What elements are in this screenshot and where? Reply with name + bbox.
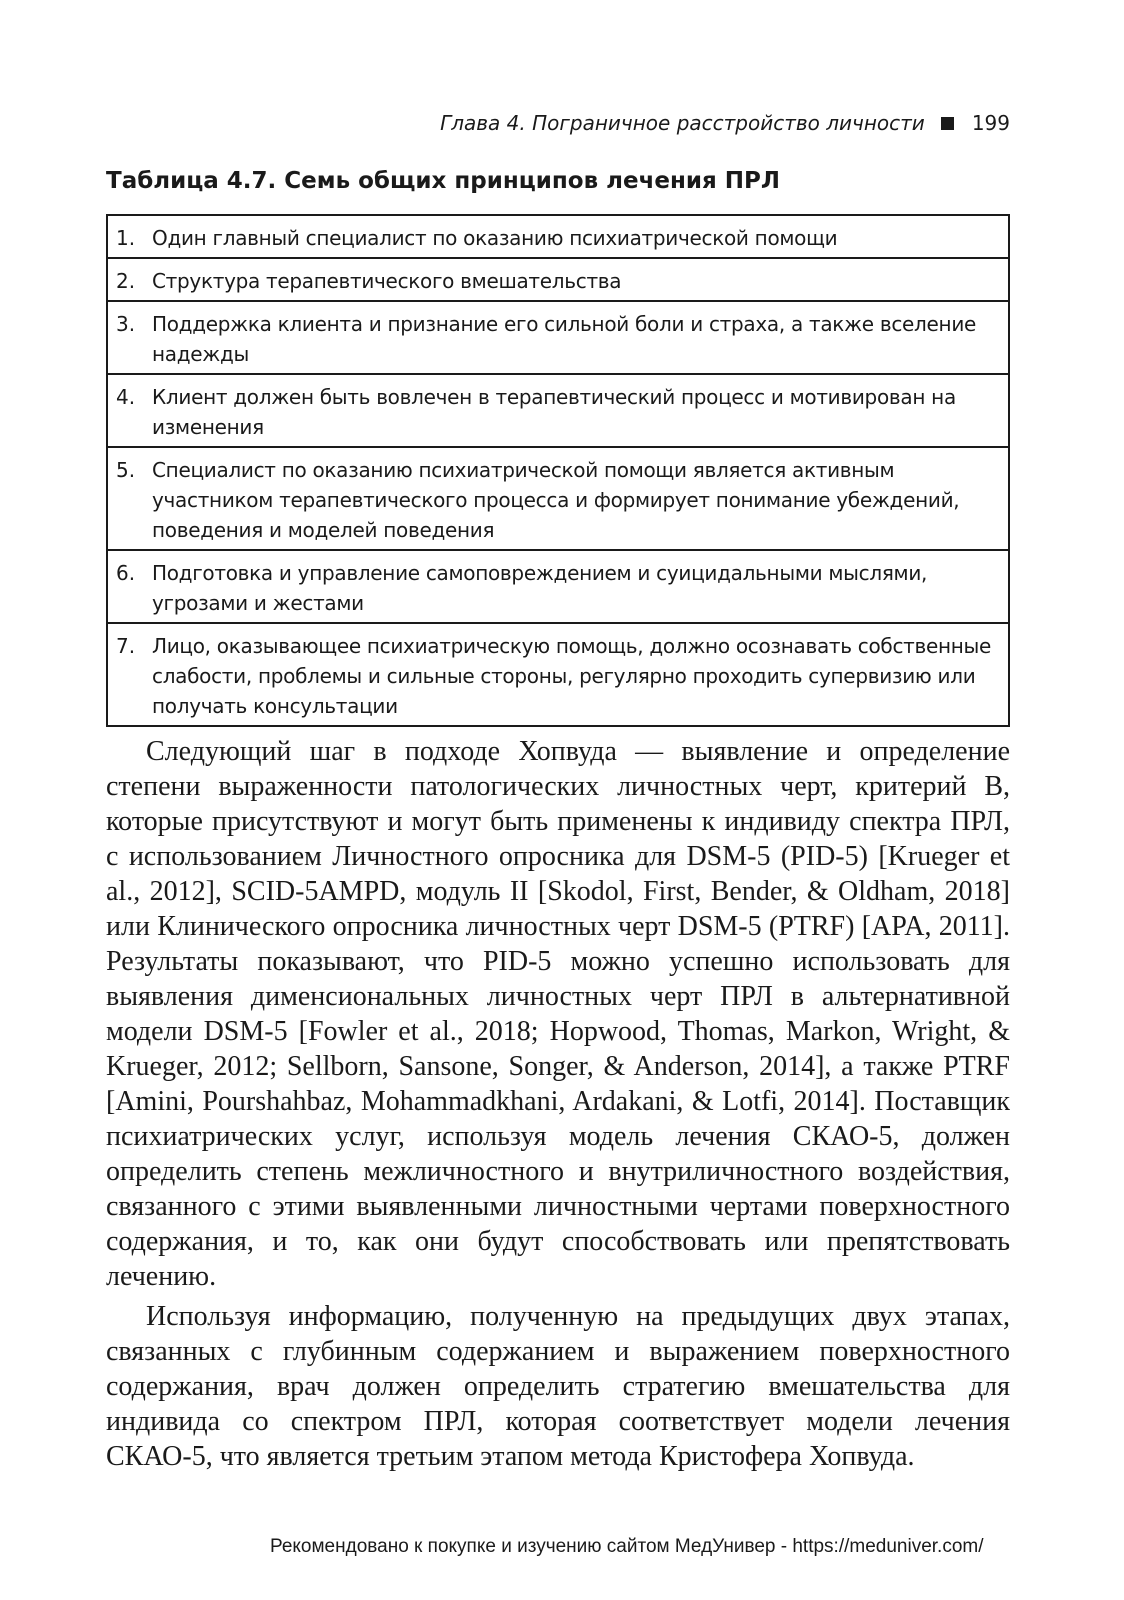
principles-table [106, 214, 1010, 727]
footer-recommendation: Рекомендовано к покупке и изучению сайтом МедУнивер - https://meduniver.com/ [270, 1536, 984, 1557]
row-text: Лицо, оказывающее психиатрическую помощь, должно осознавать собственные слабости, проблемы и сильные стороны, регулярно проходить супервизию или получать консультации [152, 634, 992, 718]
chapter-title: Глава 4. Пограничное расстройство личности [440, 111, 925, 135]
row-text: Клиент должен быть вовлечен в терапевтический процесс и мотивирован на изменения [152, 385, 956, 439]
table-row [108, 257, 1008, 300]
row-text: Структура терапевтического вмешательства [152, 269, 622, 293]
table-row [108, 216, 1008, 257]
header-square-icon [941, 117, 954, 130]
row-number: 7. [116, 634, 136, 658]
table-row [108, 622, 1008, 725]
row-number: 6. [116, 561, 136, 585]
table-row [108, 373, 1008, 446]
table-row [108, 446, 1008, 549]
body-text [106, 734, 1010, 1479]
page-number: 199 [971, 111, 1010, 135]
row-number: 4. [116, 385, 136, 409]
row-number: 1. [116, 226, 136, 250]
table-row [108, 549, 1008, 622]
row-number: 5. [116, 458, 136, 482]
table-caption: Таблица 4.7. Семь общих принципов лечения ПРЛ [106, 168, 780, 194]
body-paragraph: Используя информацию, полученную на предыдущих двух этапах, связанных с глубинным содержанием и выражением поверхностного содержания, врач должен определить стратегию вмешательства для индивида со спектром ПРЛ, которая соответствует модели лечения СКАО-5, что является третьим этапом метода Кристофера Хопвуда. [106, 1301, 1010, 1472]
row-text: Специалист по оказанию психиатрической помощи является активным участником терапевтического процесса и формирует понимание убеждений, поведения и моделей поведения [152, 458, 960, 542]
row-text: Подготовка и управление самоповреждением и суицидальными мыслями, угрозами и жестами [152, 561, 928, 615]
row-number: 3. [116, 312, 136, 336]
table-row [108, 300, 1008, 373]
row-number: 2. [116, 269, 136, 293]
row-text: Поддержка клиента и признание его сильной боли и страха, а также вселение надежды [152, 312, 977, 366]
row-text: Один главный специалист по оказанию психиатрической помощи [152, 226, 838, 250]
running-header [106, 108, 1010, 138]
body-paragraph: Следующий шаг в подходе Хопвуда — выявление и определение степени выраженности патологических личностных черт, критерий B, которые присутствуют и могут быть применены к индивиду спектра ПРЛ, с использованием Личностного опросника для DSM-5 (PID-5) [Krueger et al., 2012], SCID-5AMPD, модуль II [Skodol, First, Bender, & Oldham, 2018] или Клинического опросника личностных черт DSM-5 (PTRF) [APA, 2011]. Результаты показывают, что PID-5 можно успешно использовать для выявления дименсиональных личностных черт ПРЛ в альтернативной модели DSM-5 [Fowler et al., 2018; Hopwood, Thomas, Markon, Wright, & Krueger, 2012; Sellborn, Sansone, Songer, & Anderson, 2014], а также PTRF [Amini, Pourshahbaz, Mohammadkhani, Ardakani, & Lotfi, 2014]. Поставщик психиатрических услуг, используя модель лечения СКАО-5, должен определить степень межличностного и внутриличностного воздействия, связанного с этими выявленными личностными чертами поверхностного содержания, и то, как они будут способствовать или препятствовать лечению. [106, 736, 1010, 1292]
